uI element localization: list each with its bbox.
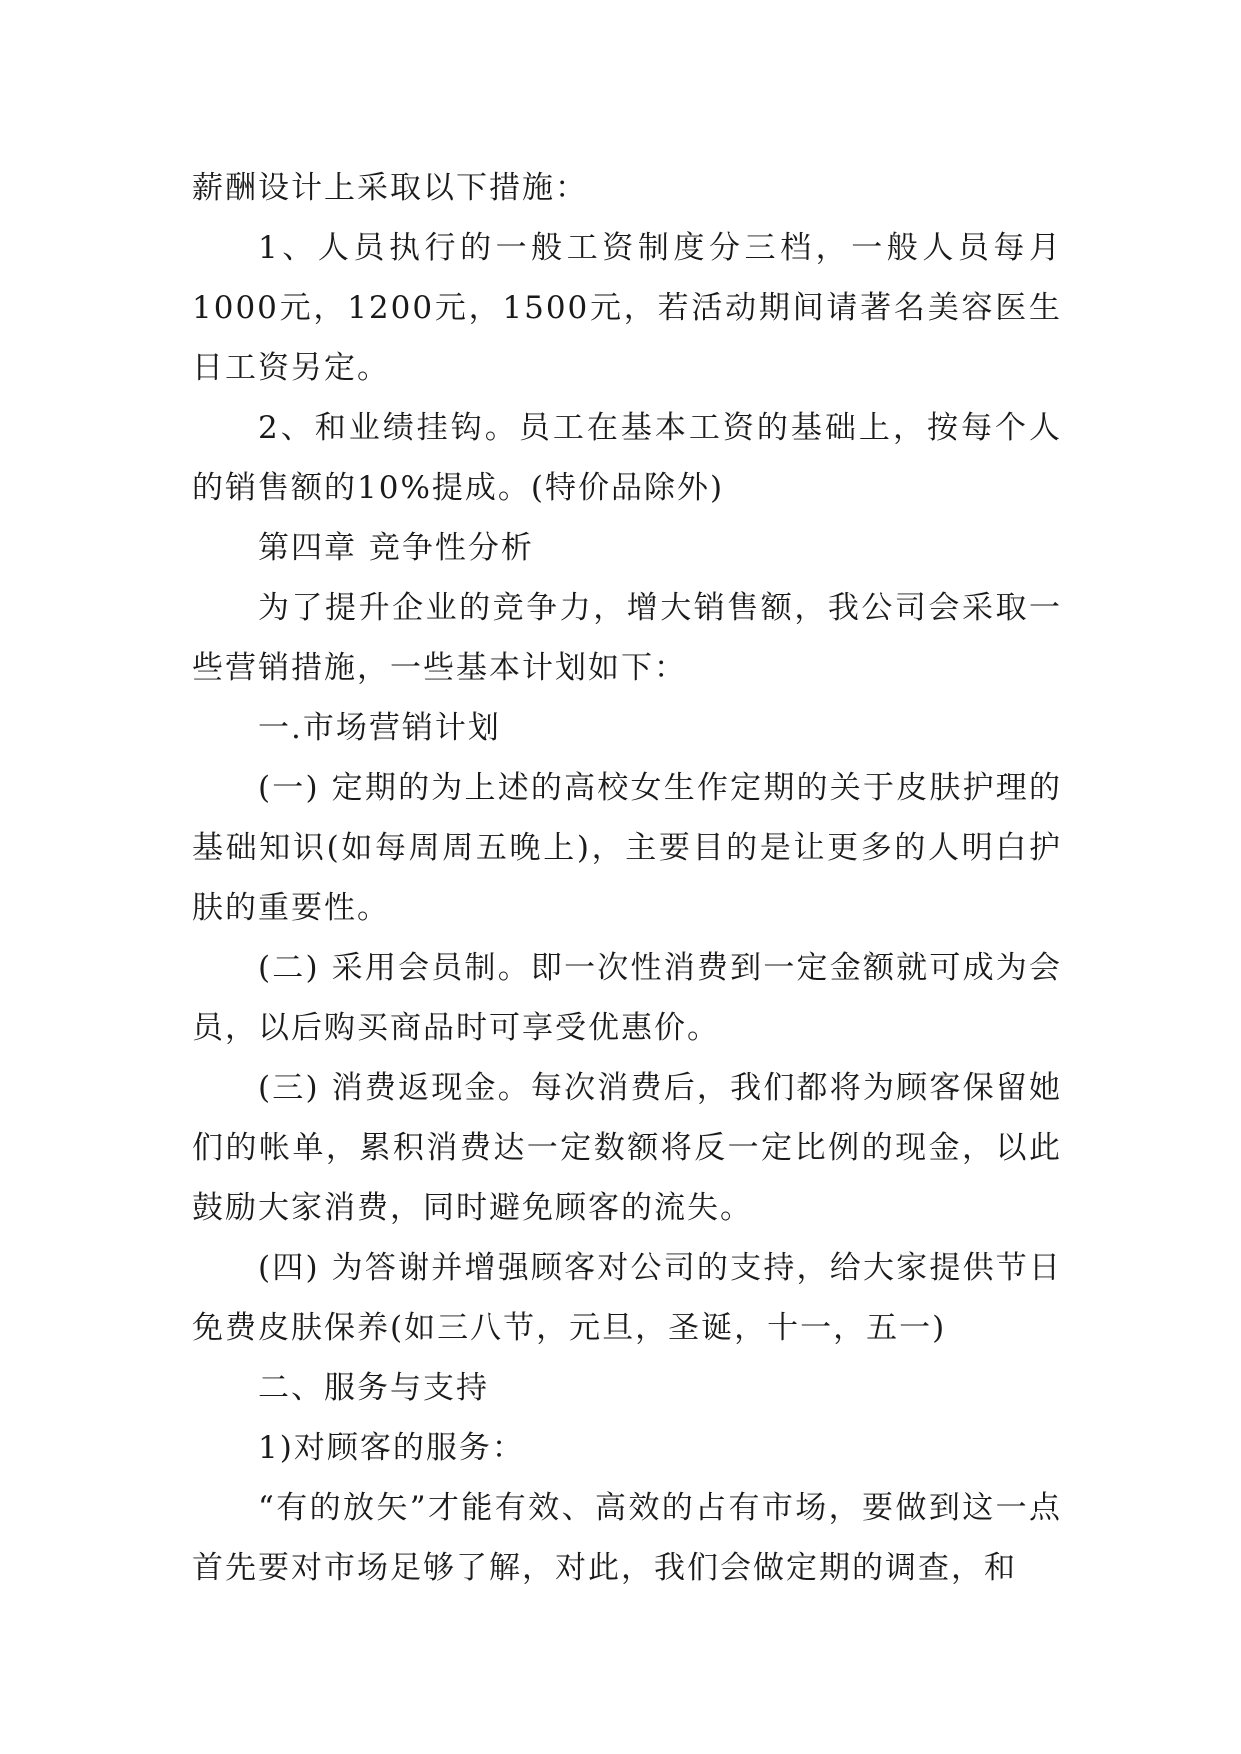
subheading-customer-service: 1)对顾客的服务： (258, 1430, 525, 1466)
paragraph-salary-tiers: 1、人员执行的一般工资制度分三档，一般人员每月1000元，1200元，1500元，若活动期间请著名美容医生日工资另定。 (192, 230, 1062, 386)
paragraph-plan-item-1: (一) 定期的为上述的高校女生作定期的关于皮肤护理的基础知识(如每周周五晚上)，主要目的是让更多的人明白护肤的重要性。 (192, 770, 1062, 926)
paragraph-plan-item-4: (四) 为答谢并增强顾客对公司的支持，给大家提供节日免费皮肤保养(如三八节，元旦，圣诞，十一，五一) (192, 1250, 1062, 1346)
paragraph-plan-item-2: (二) 采用会员制。即一次性消费到一定金额就可成为会员，以后购买商品时可享受优惠价。 (192, 950, 1062, 1046)
chapter-heading: 第四章 竞争性分析 (258, 530, 534, 566)
paragraph-competition-intro: 为了提升企业的竞争力，增大销售额，我公司会采取一些营销措施，一些基本计划如下： (192, 590, 1062, 686)
section-heading-service-support: 二、服务与支持 (258, 1370, 489, 1406)
paragraph-market-research: “有的放矢”才能有效、高效的占有市场，要做到这一点首先要对市场足够了解，对此，我们会做定期的调查，和 (192, 1490, 1062, 1586)
section-heading-marketing-plan: 一.市场营销计划 (258, 710, 501, 746)
paragraph-plan-item-3: (三) 消费返现金。每次消费后，我们都将为顾客保留她们的帐单，累积消费达一定数额将反一定比例的现金，以此鼓励大家消费，同时避免顾客的流失。 (192, 1070, 1062, 1226)
document-body (192, 158, 1062, 1598)
paragraph-intro: 薪酬设计上采取以下措施： (192, 170, 588, 206)
paragraph-performance-commission: 2、和业绩挂钩。员工在基本工资的基础上，按每个人的销售额的10%提成。(特价品除外) (192, 410, 1062, 506)
